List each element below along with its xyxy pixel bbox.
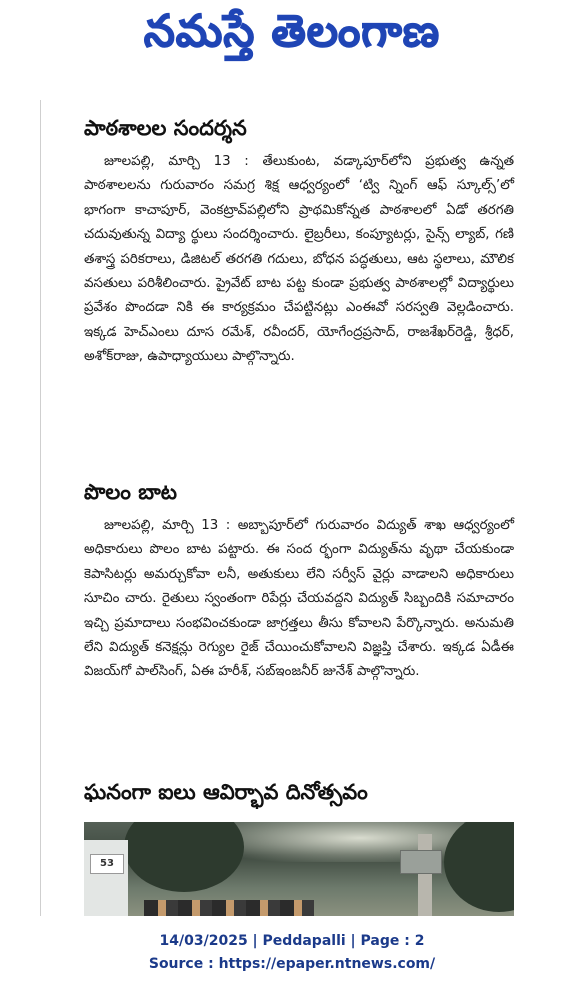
article-2-body: జూలపల్లి, మార్చి 13 : అబ్బాపూర్‌లో గురువారం విద్యుత్ శాఖ ఆధ్వర్యంలో అధికారులు పొలం బాట పట్టారు. ఈ సంద ర్భంగా విద్యుత్‌ను వృథా చేయకుండా కెపాసిటర్లు అమర్చుకోవా లనీ, అతుకులు లేని సర్వీస్ వైర్లు వాడాలని అధికారులు సూచిం చారు. రైతులు స్వంతంగా రిపేర్లు చేయవద్దని విద్యుత్ సిబ్బందికి సమాచారం ఇచ్చి ప్రమాదాలు సంభవించకుండా జాగ్రత్తలు తీసు కోవాలని పేర్కొన్నారు. అనుమతి లేని విద్యుత్ కనెక్షన్లు రెగ్యుల రైజ్ చేయించుకోవాలని విజ్ఞప్తి చేశారు. ఇక్కడ ఏడీఈ విజయ్‌గో పాల్‌సింగ్, ఏఈ హరీశ్, సబ్‌ఇంజనీర్ జునేశ్ పాల్గొన్నారు. [84, 518, 514, 680]
newspaper-logo: నమస్తే తెలంగాణ [143, 6, 441, 57]
article-1-body: జూలపల్లి, మార్చి 13 : తేలుకుంట, వడ్కాపూర్‌లోని ప్రభుత్వ ఉన్నత పాఠశాలలను గురువారం సమగ్ర శిక్ష ఆధ్వర్యంలో ‘ట్వి న్నింగ్ ఆఫ్ స్కూల్స్’లో భాగంగా కాచాపూర్, వెంకట్రావ్‌పల్లిలోని ప్రాథమికోన్నత పాఠశాలలో ఏడో తరగతి చదువుతున్న విద్యా ర్థులు సందర్శించారు. లైబ్రరీలు, కంప్యూటర్లు, సైన్స్ ల్యాబ్, గణి తశాస్త్ర పరికరాలు, డిజిటల్ తరగతి గదులు, బోధన పద్ధతులు, ఆట స్థలాలు, మౌలిక వసతులు పరిశీలించారు. ప్రైవేట్ బాట పట్ట కుండా ప్రభుత్వ పాఠశాలల్లో విద్యార్థులు ప్రవేశం పొందడా నికి ఈ కార్యక్రమం చేపట్టినట్లు ఎంఈవో సరస్వతి వెల్లడించారు. ఇక్కడ హెచ్ఎంలు దూస రమేశ్, రవీందర్, యోగేంద్రప్రసాద్, రాజశేఖర్‌రెడ్డి, శ్రీధర్, అశోక్‌రాజు, ఉపాధ్యాయులు పాల్గొన్నారు. [84, 154, 514, 365]
photo-pole-box [400, 850, 442, 874]
article-3-headline: ఘనంగా ఐలు ఆవిర్భావ దినోత్సవం [84, 780, 368, 804]
photo-crowd [144, 900, 314, 916]
footer-source-line: Source : https://epaper.ntnews.com/ [148, 956, 436, 972]
article-1-headline: పాఠశాలల సందర్శన [84, 116, 247, 140]
footer-date-line: 14/03/2025 | Peddapalli | Page : 2 [159, 933, 425, 949]
photo-tree [444, 822, 514, 912]
masthead [0, 0, 584, 88]
article-2-headline: పొలం బాట [84, 480, 177, 504]
photo-sign: 53 [90, 854, 124, 874]
photo-wall [84, 840, 128, 916]
article-3-photo [84, 822, 514, 916]
column-divider [40, 100, 41, 916]
photo-pole [418, 834, 432, 916]
photo-tree [124, 822, 244, 892]
